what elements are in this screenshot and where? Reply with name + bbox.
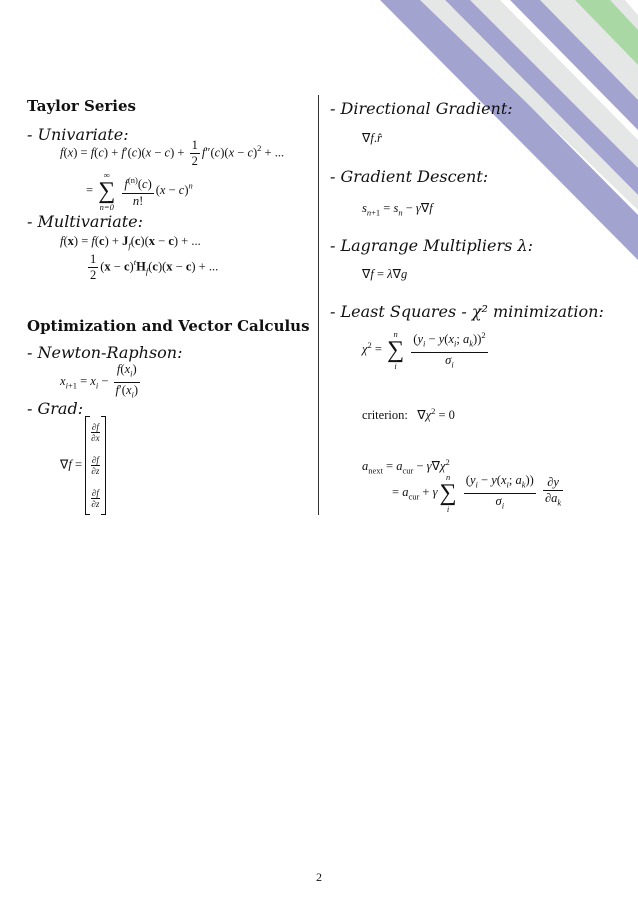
lagrange-equation: ∇f = λ∇g — [362, 267, 408, 281]
taylor-multivariate-equation: $f(x) = f(c) + J_f(c)(x - c)$ + ... — [60, 234, 201, 251]
grad-item: - Grad: — [27, 399, 84, 418]
gradient-descent-equation: $s_{n+1} = s_n - \gamma\nabla f$ — [362, 201, 433, 218]
multivariate-label: Multivariate — [37, 212, 138, 231]
least-squares-item: - Least Squares - χ² minimization: — [330, 302, 604, 321]
taylor-sum-equation: = ∞ ∑ n=0 $\frac{f^{(n)}(c)}{n!}$ $(x - c)^n$ — [86, 170, 193, 212]
taylor-series-heading: Taylor Series — [27, 97, 136, 115]
taylor-hessian-term: $\frac{1}{2}$ $(x - c)^tH_f(c)(x - c)$ + ... — [90, 252, 219, 282]
gradient-descent-label: Gradient Descent — [340, 167, 483, 186]
gradient-matrix: ∂f ∂x ∂f ∂z ∂f ∂z — [85, 416, 105, 515]
newton-raphson-equation: $x_{i+1} = x_i$ − $\frac{f(x_i)}{f'(x_i)}$ — [60, 362, 139, 399]
gradient-descent-item: - Gradient Descent: — [330, 167, 489, 186]
multivariate-item: - Multivariate: — [27, 212, 144, 231]
directional-gradient-item: - Directional Gradient: — [330, 99, 513, 118]
lagrange-item: - Lagrange Multipliers λ: — [330, 236, 533, 255]
taylor-univariate-equation: f(x) = f(c) + f′(c)(x − c) + $\frac{1}{2}$ $f''(c)(x - c)^2$ + ... — [60, 138, 285, 168]
directional-gradient-label: Directional Gradient — [340, 99, 508, 118]
least-squares-label: Least Squares - χ² minimization — [340, 302, 599, 321]
criterion-label: criterion: — [362, 408, 408, 423]
univariate-label: Univariate — [37, 125, 124, 144]
grad-label: Grad — [37, 399, 78, 418]
criterion-equation: criterion: $\nabla\chi^2 = 0$ — [362, 406, 455, 423]
lagrange-label: Lagrange Multipliers λ — [340, 236, 528, 255]
page-number: 2 — [316, 870, 322, 884]
directional-gradient-equation: ∇f.r̂ — [362, 131, 382, 145]
univariate-item: - Univariate: — [27, 125, 129, 144]
optimization-heading: Optimization and Vector Calculus — [27, 317, 310, 335]
a-next-expanded-equation: = $a_{cur} + \gamma$ n ∑ i $\frac{(y_i - y(x_i; a_k))}{\sigma_i}$ $\frac{\partial y}{\partial a_k}$ — [392, 472, 562, 514]
chi-squared-equation: $\chi^2$ = n ∑ i $\frac{(y_i - y(x_i; a_k))^2}{\sigma_i}$ — [362, 329, 486, 372]
newton-raphson-label: Newton-Raphson — [37, 343, 178, 362]
newton-raphson-item: - Newton-Raphson: — [27, 343, 183, 362]
column-divider — [318, 95, 319, 515]
a-next-equation: $a_{next} = a_{cur} - \gamma\nabla\chi^2$ — [362, 457, 450, 476]
gradient-vector-equation: ∇f = ∂f ∂x ∂f ∂z ∂f ∂z — [60, 416, 106, 515]
